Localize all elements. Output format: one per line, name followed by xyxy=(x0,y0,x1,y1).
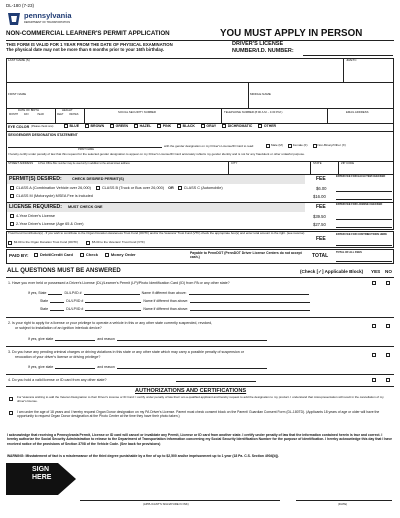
email-field[interactable] xyxy=(328,115,393,123)
trust-fund-options xyxy=(8,241,145,245)
q3-no-checkbox[interactable] xyxy=(386,353,390,357)
here-label: HERE xyxy=(32,474,52,481)
class-c-label: CLASS C (Automobile) xyxy=(183,186,223,190)
permit-class-m-row xyxy=(10,194,93,198)
height-inches-label: INCHES xyxy=(69,113,79,116)
q1-dl-2-input[interactable] xyxy=(85,300,141,304)
class-c-checkbox[interactable] xyxy=(178,186,182,190)
q3-reason-label: and reason xyxy=(97,365,115,369)
eye-other-label: OTHER xyxy=(263,124,277,128)
eye-other-checkbox[interactable] xyxy=(258,124,262,128)
no-header: NO xyxy=(385,269,392,274)
q2-no-checkbox[interactable] xyxy=(386,324,390,328)
eye-brown-label: BROWN xyxy=(90,124,105,128)
city-field[interactable] xyxy=(229,166,309,174)
yes-header: YES xyxy=(371,269,381,274)
gender-female-label: Female (F) xyxy=(292,143,308,148)
signature-line[interactable] xyxy=(80,500,280,501)
q1-detail-row-2 xyxy=(40,299,310,303)
date-label: (DATE) xyxy=(338,502,348,506)
class-b-checkbox[interactable] xyxy=(96,186,100,190)
total-fee-input[interactable] xyxy=(336,256,392,262)
height-label: HEIGHT xyxy=(62,108,73,112)
dl-number-label: DRIVER'S LICENSE xyxy=(232,41,284,47)
permits-title: PERMIT(S) DESIRED: xyxy=(9,176,62,182)
keystone-icon xyxy=(6,12,22,26)
jr-etc-field[interactable] xyxy=(344,63,393,81)
certification-statement: I acknowledge that receiving a Pennsylvania Permit, License or ID card will cancel or invalidate any Permit, License or ID card from another state. I certify under penalty of law that the information contained herein is true and correct. I hereby authorize the Social Security Administration to release to the Department of Transportation information concerning my Social Security Identification Number for the purpose of identification. I hereby acknowledge this day that I have received notice of the provisions of Section 3708 of the Vehicle Code. (See back for provisions) xyxy=(7,433,392,446)
eye-black-label: BLACK xyxy=(182,124,195,128)
q1-state-label-2: State xyxy=(40,299,49,303)
eye-color-label: EYE COLOR xyxy=(8,125,30,129)
q2-state-input[interactable] xyxy=(55,338,95,342)
two-year-fee: $27.50 xyxy=(313,222,326,227)
questions-title: ALL QUESTIONS MUST BE ANSWERED xyxy=(7,268,121,274)
dl-number-label-2: NUMBER/I.D. NUMBER: xyxy=(232,48,294,54)
q1-name-2-input[interactable] xyxy=(190,300,310,304)
street-address-field[interactable] xyxy=(7,166,227,174)
eye-gray-label: GRAY xyxy=(206,124,217,128)
eye-brown-checkbox[interactable] xyxy=(85,124,89,128)
four-year-fee: $39.50 xyxy=(313,214,326,219)
vtf-label: $5.00 to the Veterans' Trust Fund (VTF) xyxy=(92,240,145,245)
eye-color-hint: (Please check one) xyxy=(31,125,54,129)
eye-blue-checkbox[interactable] xyxy=(64,124,68,128)
q1-name-3-input[interactable] xyxy=(190,308,310,312)
trust-fund-text: Trust Fund Contribution(s) - If you wish to contribute to the Organ Donation Awareness Trust Fund (ODTF) and/or the Veterans' Trust Fund (VTF) check the appropriate box(s) and enter total amount to the right. (see reverse) xyxy=(8,231,305,235)
street-label: STREET ADDRESS xyxy=(8,161,34,165)
question-1: 1. Have you ever held or possessed a Driver's License (DL)/Learner's Permit (LP)/Photo Identification Card (ID) from PA or any other state? xyxy=(8,281,230,285)
class-a-checkbox[interactable] xyxy=(10,186,14,190)
question-3-line-2: revocation of your driver's license or driving privilege? xyxy=(15,355,101,359)
q3-reason-input[interactable] xyxy=(117,366,267,370)
questions-check-hint: (Check [✓] Applicable Block) xyxy=(300,269,364,274)
four-year-row xyxy=(10,214,55,218)
class-a-label: CLASS A (Combination Vehicle over 26,000) xyxy=(16,186,91,190)
pay-card-checkbox[interactable] xyxy=(34,253,38,257)
q4-yes-checkbox[interactable] xyxy=(372,378,376,382)
question-2-line-1: 2. Is your right to apply for a license or your privilege to operate a vehicle in this or any other state currently suspended, revoked, xyxy=(8,321,213,325)
q3-yes-checkbox[interactable] xyxy=(372,353,376,357)
pay-check-checkbox[interactable] xyxy=(80,253,84,257)
class-abc-fee-input[interactable] xyxy=(336,186,392,192)
form-number: DL-180 (7-23) xyxy=(6,3,35,8)
permits-fee-label: FEE xyxy=(316,176,326,182)
height-field[interactable] xyxy=(56,116,83,123)
dob-field[interactable] xyxy=(7,116,54,123)
eye-dichromatic-label: DICHROMATIC xyxy=(227,124,253,128)
license-title: LICENSE REQUIRED: xyxy=(9,204,63,210)
eye-gray-checkbox[interactable] xyxy=(201,124,205,128)
license-fee-note: ENTER FEE FOR LICENSE CHECKED xyxy=(336,203,383,206)
state-label: STATE xyxy=(313,161,322,165)
zip-label: ZIP CODE xyxy=(341,161,355,165)
telephone-label: TELEPHONE NUMBER (8:00 A.M. - 4:30 P.M.) xyxy=(224,110,283,114)
pay-check-label: Check xyxy=(85,252,98,257)
q1-state-3-input[interactable] xyxy=(50,308,64,312)
first-name-label: FIRST NAME xyxy=(8,92,27,96)
dob-label: DATE OF BIRTH xyxy=(18,108,40,112)
permits-hint: CHECK DESIRED PERMIT(S) xyxy=(72,177,124,181)
gender-certification: I hereby certify under penalty of law that this request for the selected gender designation to appear on my Driver's License/ID Card accurately reflects my gender identity and is not for any fraudulent or other unlawful purpose. xyxy=(8,152,305,156)
first-name-field[interactable] xyxy=(7,97,247,108)
paid-by-label: PAID BY: xyxy=(9,253,29,258)
q1-dl-3-input[interactable] xyxy=(85,308,141,312)
street-hint: A Post Office Box number may be used only in addition to the actual street address xyxy=(38,162,130,165)
apply-in-person-notice: YOU MUST APPLY IN PERSON xyxy=(220,28,363,39)
four-year-checkbox[interactable] xyxy=(10,214,14,218)
q1-name-diff-label-2: Name if different than above: xyxy=(143,299,189,303)
email-label: EMAIL ADDRESS xyxy=(346,110,369,114)
gender-male-label: Male (M) xyxy=(271,143,283,148)
class-abc-fee: $6.00 xyxy=(316,186,327,191)
payable-to-note: Payable to PennDOT (PennDOT Driver License Centers do not accept cash.) xyxy=(190,251,302,260)
agency-name: pennsylvania xyxy=(24,11,72,20)
eye-green-label: GREEN xyxy=(115,124,129,128)
or-label: OR xyxy=(168,186,174,190)
q1-detail-row-1 xyxy=(28,291,309,295)
telephone-field[interactable] xyxy=(222,115,326,123)
jr-etc-label: JR/ETC xyxy=(346,58,357,62)
gender-male-checkbox[interactable] xyxy=(266,144,270,148)
eye-hazel-label: HAZEL xyxy=(139,124,152,128)
state-field[interactable] xyxy=(311,166,337,174)
q1-dl-label-2: DL/LP/ID # xyxy=(66,299,84,303)
agency-logo xyxy=(6,12,22,31)
city-label: CITY xyxy=(231,161,238,165)
trust-fee-input[interactable] xyxy=(336,240,392,246)
form-title: NON-COMMERCIAL LEARNER'S PERMIT APPLICATION xyxy=(6,30,170,37)
q1-state-2-input[interactable] xyxy=(50,300,64,304)
ssn-label: SOCIAL SECURITY NUMBER xyxy=(118,110,156,114)
q1-name-diff-label-1: Name if different than above: xyxy=(141,291,187,295)
class-m-label: CLASS M (Motorcycle) MSEA Fee is included xyxy=(16,194,93,198)
q3-if-yes-label: If yes, give state xyxy=(28,365,54,369)
gender-section-title: SEX/GENDER DESIGNATION STATEMENT xyxy=(8,133,78,137)
q1-dl-label-1: DL/LP/ID # xyxy=(64,291,82,295)
eye-dichromatic-checkbox[interactable] xyxy=(222,124,226,128)
q1-name-1-input[interactable] xyxy=(189,292,309,296)
warning-statement: WARNING: Misstatement of fact is a misdemeanor of the third degree punishable by a fine of up to $2,500 and/or imprisonment up to 1 year (18 Pa. C.S. Section 4904[b]). xyxy=(7,454,279,458)
eye-black-checkbox[interactable] xyxy=(177,124,181,128)
dob-day-label: DAY xyxy=(24,113,29,116)
pay-money-order-label: Money Order xyxy=(110,252,136,257)
odtf-checkbox[interactable] xyxy=(8,241,12,245)
sign-label: SIGN xyxy=(32,466,50,473)
two-year-label: 2-Year Driver's License (Age 65 & Over) xyxy=(16,222,84,226)
vtf-checkbox[interactable] xyxy=(86,241,90,245)
eye-pink-label: PINK xyxy=(162,124,172,128)
gender-statement: with the gender designation on my Driver's License/ID Card to read: xyxy=(164,144,254,148)
two-year-row xyxy=(10,222,83,226)
question-4: 4. Do you hold a valid license or ID card from any other state? xyxy=(8,378,107,382)
eye-blue-label: BLUE xyxy=(69,124,80,128)
dob-year-label: YEAR xyxy=(37,113,44,116)
middle-name-label: MIDDLE NAME xyxy=(250,92,271,96)
veteran-statement: For Veterans wishing to add the Veteran Designation to their Driver's License or ID Card: I certify under penalty of law that I am a qualified applicant and hereby request to add the designation to my product. I understand that misrepresentation will result in the cancellation of my driver's license. xyxy=(17,395,384,403)
eye-color-row xyxy=(8,125,53,129)
q3-detail-row xyxy=(28,365,267,369)
question-3-line-1: 3. Do you have any pending criminal charges or driving violations in this state or any other state which may carry a possible penalty of suspension or xyxy=(8,350,244,354)
class-m-fee-input[interactable] xyxy=(336,194,392,200)
q1-state-1-input[interactable] xyxy=(48,292,62,296)
gender-options xyxy=(266,144,346,148)
last-name-label: LAST NAME (S) xyxy=(8,58,30,62)
middle-name-field[interactable] xyxy=(249,97,393,108)
pay-money-order-checkbox[interactable] xyxy=(105,253,109,257)
q2-detail-row xyxy=(28,337,267,341)
veteran-checkbox[interactable] xyxy=(9,397,13,401)
class-m-checkbox[interactable] xyxy=(10,194,14,198)
q4-state-input[interactable] xyxy=(176,378,256,382)
q4-no-checkbox[interactable] xyxy=(386,378,390,382)
two-year-fee-input[interactable] xyxy=(336,222,392,228)
q1-dl-1-input[interactable] xyxy=(84,292,140,296)
question-2-line-2: or subject to installation of an ignition interlock device? xyxy=(15,326,102,330)
total-label: TOTAL xyxy=(312,253,329,259)
class-m-fee: $16.00 xyxy=(313,194,326,199)
q1-yes-checkbox[interactable] xyxy=(372,281,376,285)
validity-notice: THIS FORM IS VALID FOR 1 YEAR FROM THE DATE OF PHYSICAL EXAMINATION xyxy=(6,42,173,47)
class-b-label: CLASS B (Truck or Bus over 26,000) xyxy=(101,186,165,190)
odtf-label: $3.00 to the Organ Donation Trust Fund (ODTF) xyxy=(14,240,79,245)
q1-no-checkbox[interactable] xyxy=(386,281,390,285)
q2-reason-label: and reason xyxy=(97,337,115,341)
last-name-field[interactable] xyxy=(7,63,343,81)
auth-title: AUTHORIZATIONS AND CERTIFICATIONS xyxy=(135,388,247,394)
q1-state-label-3: State xyxy=(40,307,49,311)
q3-state-input[interactable] xyxy=(55,366,95,370)
organ-donor-statement: I am under the age of 18 years and I hereby request Organ Donor designation on my PA Driver's License. Parent must check consent block on the Parent/ Guardian Consent Form (DL-180TD). (Applicants 18 years of age or older will have the opportunity to request Organ Donor designation at the Photo Center at the time they have their photo taken.) xyxy=(17,410,380,419)
eye-green-checkbox[interactable] xyxy=(110,124,114,128)
agency-dept: DEPARTMENT OF TRANSPORTATION xyxy=(24,21,71,24)
eye-color-options xyxy=(64,124,276,128)
payment-options xyxy=(34,253,136,257)
q2-reason-input[interactable] xyxy=(117,338,267,342)
q1-dl-label-3: DL/LP/ID # xyxy=(66,307,84,311)
q1-name-diff-label-3: Name if different than above: xyxy=(143,307,189,311)
q2-if-yes-label: If yes, give state xyxy=(28,337,54,341)
trust-fee-note: ENTER FEE FOR CONTRIBUTIONS HERE xyxy=(336,233,388,236)
eye-pink-checkbox[interactable] xyxy=(157,124,161,128)
gender-x-label: Non-Binary/Other (X) xyxy=(317,143,346,148)
date-line[interactable] xyxy=(296,500,392,501)
four-year-label: 4-Year Driver's License xyxy=(16,214,55,218)
four-year-fee-input[interactable] xyxy=(336,214,392,220)
gender-female-checkbox[interactable] xyxy=(288,144,292,148)
eye-hazel-checkbox[interactable] xyxy=(134,124,138,128)
permit-class-abc-row xyxy=(10,186,223,190)
trust-fee-label: FEE xyxy=(316,236,326,242)
signature-label: (APPLICANT'S SIGNATURE IN INK) xyxy=(143,502,189,506)
total-note: TOTAL OF ALL FEES xyxy=(336,251,362,254)
print-name-label: PRINT NAME xyxy=(78,148,94,151)
zip-field[interactable] xyxy=(339,166,393,174)
permits-fee-note: ENTER FEE FOR EACH ITEM CHECKED xyxy=(336,175,386,178)
q2-yes-checkbox[interactable] xyxy=(372,324,376,328)
ssn-field[interactable] xyxy=(85,115,220,123)
gender-x-checkbox[interactable] xyxy=(313,144,317,148)
dob-month-label: MONTH xyxy=(9,113,19,116)
license-hint: MUST CHECK ONE xyxy=(68,205,103,209)
physical-date-notice: The physical date may not be more than 6 months prior to your 16th birthday. xyxy=(6,47,164,52)
q1-detail-row-3 xyxy=(40,307,310,311)
q1-if-yes-state-label: If yes, State xyxy=(28,291,47,295)
organ-donor-checkbox[interactable] xyxy=(9,411,13,415)
pay-card-label: Debit/Credit Card xyxy=(40,252,73,257)
height-feet-label: FEET xyxy=(57,113,64,116)
license-fee-label: FEE xyxy=(316,204,326,210)
two-year-checkbox[interactable] xyxy=(10,222,14,226)
